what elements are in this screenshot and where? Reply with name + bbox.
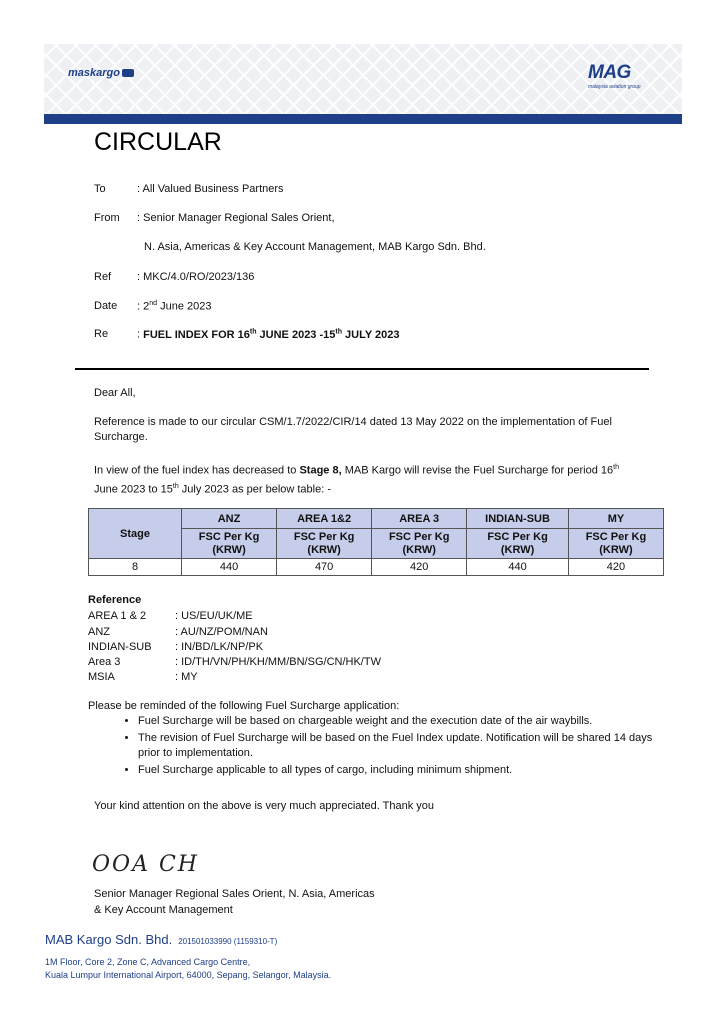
page-title: CIRCULAR xyxy=(94,128,222,156)
reference-value: : AU/NZ/POM/NAN xyxy=(175,626,268,638)
reference-value: : IN/BD/LK/NP/PK xyxy=(175,641,264,653)
memo-label: From xyxy=(94,212,120,224)
table-header-col: AREA 3 xyxy=(372,509,467,529)
application-intro: Please be reminded of the following Fuel Surcharge application: xyxy=(88,700,400,712)
table-cell-value: 440 xyxy=(182,559,277,576)
reference-value: : US/EU/UK/ME xyxy=(175,610,253,622)
signatory-title: Senior Manager Regional Sales Orient, N. Asia, Americas & Key Account Management xyxy=(94,888,375,916)
memo-label: Re xyxy=(94,328,109,340)
maskargo-logo: maskargo xyxy=(68,67,134,79)
reference-key: INDIAN-SUB xyxy=(88,641,152,653)
greeting: Dear All, xyxy=(94,387,136,399)
divider xyxy=(75,368,649,370)
memo-value: : MKC/4.0/RO/2023/136 xyxy=(137,271,255,283)
memo-label: Ref xyxy=(94,271,112,283)
list-item: • Fuel Surcharge will be based on chargeable weight and the execution date of the air waybills. xyxy=(138,714,658,729)
memo-value: : 2nd June 2023 xyxy=(137,300,212,313)
table-header-col: MY xyxy=(568,509,663,529)
table-cell-value: 420 xyxy=(372,559,467,576)
closing-text: Your kind attention on the above is very much appreciated. Thank you xyxy=(94,800,434,812)
reference-key: AREA 1 & 2 xyxy=(88,610,147,622)
mag-logo: MAG xyxy=(588,62,631,83)
paragraph-reference: Reference is made to our circular CSM/1.7/2022/CIR/14 dated 13 May 2022 on the implementation of Fuel Surcharge. xyxy=(94,416,612,443)
table-cell-value: 470 xyxy=(277,559,372,576)
table-cell-value: 420 xyxy=(568,559,663,576)
memo-label: Date xyxy=(94,300,118,312)
application-list xyxy=(118,714,658,780)
list-item: • Fuel Surcharge applicable to all types of cargo, including minimum shipment. xyxy=(138,763,658,778)
table-subheader: FSC Per Kg (KRW) xyxy=(467,529,569,559)
reference-title: Reference xyxy=(88,594,142,606)
memo-value: N. Asia, Americas & Key Account Management, MAB Kargo Sdn. Bhd. xyxy=(144,241,486,253)
table-header-col: AREA 1&2 xyxy=(277,509,372,529)
memo-value: : Senior Manager Regional Sales Orient, xyxy=(137,212,335,224)
paragraph-stage: In view of the fuel index has decreased to Stage 8, MAB Kargo will revise the Fuel Surcharge for period 16th June 2023 to 15th July 2023 as per below table: - xyxy=(94,464,619,496)
table-subheader: FSC Per Kg (KRW) xyxy=(568,529,663,559)
table-cell-value: 440 xyxy=(467,559,569,576)
reference-key: MSIA xyxy=(88,671,115,683)
reference-key: Area 3 xyxy=(88,656,121,668)
memo-value: : FUEL INDEX FOR 16th JUNE 2023 -15th JULY 2023 xyxy=(137,328,400,341)
fuel-surcharge-table xyxy=(88,508,664,576)
table-subheader: FSC Per Kg (KRW) xyxy=(372,529,467,559)
mag-logo-sub: malaysia aviation group xyxy=(588,84,641,90)
header-banner xyxy=(44,44,682,114)
table-header-stage: Stage xyxy=(89,509,182,559)
signature: OOA CH xyxy=(92,852,199,877)
footer-company: MAB Kargo Sdn. Bhd. 201501033990 (1159310-T) xyxy=(45,932,278,947)
table-header-col: ANZ xyxy=(182,509,277,529)
table-cell-stage: 8 xyxy=(89,559,182,576)
reference-key: ANZ xyxy=(88,626,110,638)
footer-address: 1M Floor, Core 2, Zone C, Advanced Cargo Centre, Kuala Lumpur International Airport, 64000, Sepang, Selangor, Malaysia. xyxy=(45,957,332,980)
logo-swoosh-icon xyxy=(122,69,134,77)
reference-value: : ID/TH/VN/PH/KH/MM/BN/SG/CN/HK/TW xyxy=(175,656,381,668)
table-subheader: FSC Per Kg (KRW) xyxy=(277,529,372,559)
table-header-col: INDIAN-SUB xyxy=(467,509,569,529)
memo-label: To xyxy=(94,183,106,195)
reference-value: : MY xyxy=(175,671,198,683)
table-subheader: FSC Per Kg (KRW) xyxy=(182,529,277,559)
header-bar xyxy=(44,114,682,124)
memo-value: : All Valued Business Partners xyxy=(137,183,284,195)
list-item: • The revision of Fuel Surcharge will be based on the Fuel Index update. Notification will be shared 14 days prior to implementation. xyxy=(138,731,658,761)
